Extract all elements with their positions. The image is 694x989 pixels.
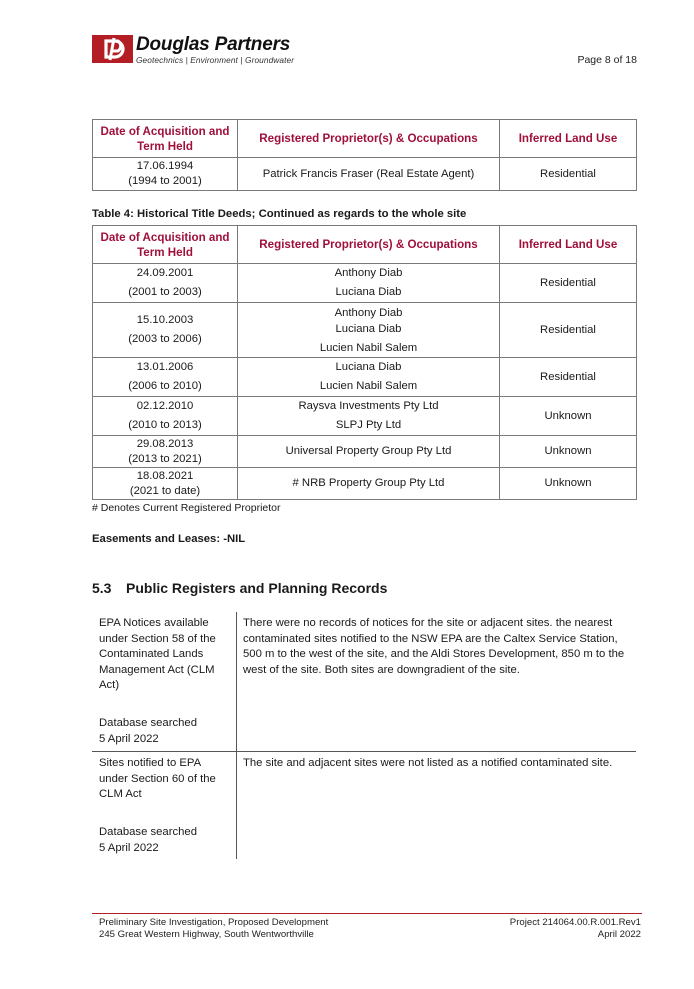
company-tagline: Geotechnics | Environment | Groundwater (136, 55, 295, 65)
company-name: Douglas Partners (136, 34, 291, 55)
proprietor-cell: Patrick Francis Fraser (Real Estate Agent) (238, 158, 500, 191)
date-cell: 29.08.2013 (2013 to 2021) (93, 436, 238, 468)
land-use-cell: Unknown (500, 468, 637, 500)
date-cell: 13.01.2006 (2006 to 2010) (93, 358, 238, 397)
column-header: Registered Proprietor(s) & Occupations (238, 120, 500, 158)
register-column-divider (236, 612, 237, 859)
register-description: The site and adjacent sites were not listed as a notified contaminated site. (243, 757, 613, 769)
register-row-divider (92, 751, 636, 752)
title-deeds-table (92, 225, 637, 500)
proprietor-cell: Luciana Diab Lucien Nabil Salem (238, 358, 500, 397)
land-use-cell: Residential (500, 303, 637, 358)
table-row (93, 436, 637, 468)
company-logo (92, 35, 294, 67)
footer-date: April 2022 (597, 928, 641, 940)
footer-divider (92, 913, 642, 914)
date-cell: 17.06.1994 (1994 to 2001) (93, 158, 238, 191)
section-heading (92, 580, 387, 596)
section-number: 5.3 (92, 580, 112, 596)
proprietor-cell: Universal Property Group Pty Ltd (238, 436, 500, 468)
land-use-cell: Unknown (500, 436, 637, 468)
table-row (93, 303, 637, 358)
footer-left (99, 917, 328, 940)
proprietor-cell: Anthony Diab Luciana Diab Lucien Nabil Salem (238, 303, 500, 358)
section-title: Public Registers and Planning Records (126, 580, 388, 596)
date-cell: 15.10.2003 (2003 to 2006) (93, 303, 238, 358)
column-header: Inferred Land Use (500, 226, 637, 264)
register-description: There were no records of notices for the site or adjacent sites. the nearest contaminated sites notified to the NSW EPA are the Caltex Service Station, 500 m to the west of the site, and the Aldi Stores Development, 850 m to the west of the site. Both sites are downgradient of the site. (243, 617, 625, 676)
table-row (93, 158, 637, 191)
footer-project-number: Project 214064.00.R.001.Rev1 (509, 917, 641, 928)
table-row (93, 264, 637, 303)
land-use-cell: Residential (500, 358, 637, 397)
footer-right (510, 917, 641, 940)
land-use-cell: Unknown (500, 397, 637, 436)
table-footnote: # Denotes Current Registered Proprietor (92, 502, 281, 514)
column-header: Date of Acquisition and Term Held (93, 226, 238, 264)
table-header-row (93, 120, 637, 158)
table-row (93, 397, 637, 436)
database-searched-date: 5 April 2022 (99, 733, 159, 745)
land-use-cell: Residential (500, 158, 637, 191)
table-caption: Table 4: Historical Title Deeds; Continued as regards to the whole site (92, 208, 467, 220)
page-number: Page 8 of 18 (577, 54, 637, 66)
column-header: Date of Acquisition and Term Held (93, 120, 238, 158)
table-row (93, 468, 637, 500)
footer-report-title: Preliminary Site Investigation, Proposed Development (99, 917, 329, 928)
proprietor-cell: Anthony Diab Luciana Diab (238, 264, 500, 303)
easements-heading: Easements and Leases: -NIL (92, 533, 246, 545)
register-label: EPA Notices available under Section 58 of the Contaminated Lands Management Act (CLM Act) (99, 617, 216, 691)
land-use-cell: Residential (500, 264, 637, 303)
table-header-row (93, 226, 637, 264)
date-cell: 18.08.2021 (2021 to date) (93, 468, 238, 500)
database-searched-label: Database searched (99, 717, 197, 729)
database-searched-date: 5 April 2022 (99, 842, 159, 854)
date-cell: 24.09.2001 (2001 to 2003) (93, 264, 238, 303)
table-row (93, 358, 637, 397)
logo-mark-icon (92, 35, 133, 63)
column-header: Inferred Land Use (500, 120, 637, 158)
footer-address: 245 Great Western Highway, South Wentworthville (99, 928, 314, 940)
proprietor-cell: Raysva Investments Pty Ltd SLPJ Pty Ltd (238, 397, 500, 436)
register-label: Sites notified to EPA under Section 60 of the CLM Act (99, 757, 216, 800)
title-deeds-table-continued (92, 119, 637, 191)
column-header: Registered Proprietor(s) & Occupations (238, 226, 500, 264)
database-searched-label: Database searched (99, 826, 197, 838)
date-cell: 02.12.2010 (2010 to 2013) (93, 397, 238, 436)
proprietor-cell: # NRB Property Group Pty Ltd (238, 468, 500, 500)
